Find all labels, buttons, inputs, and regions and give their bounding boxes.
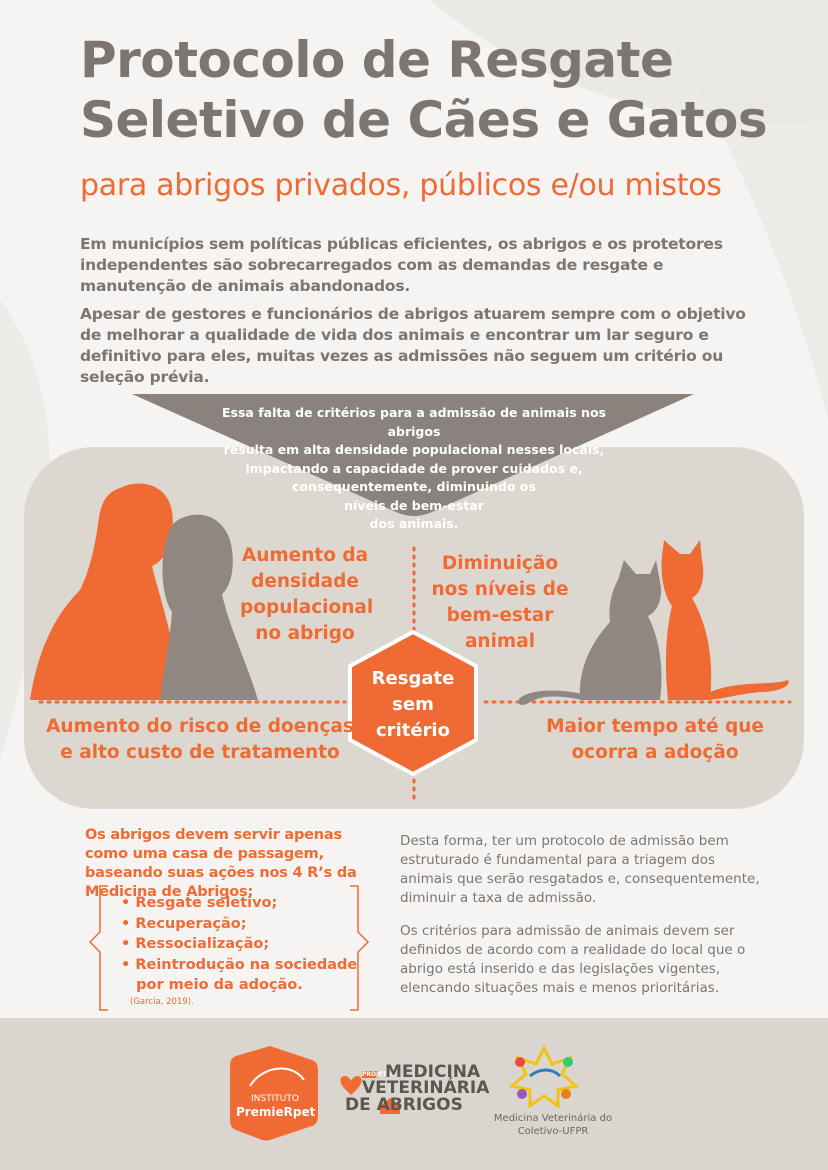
- quadrant-top-right: Diminuição nos níveis de bem-estar animal: [431, 553, 569, 652]
- center-hexagon-label: Resgate sem critério: [371, 668, 455, 741]
- page-subtitle: para abrigos privados, públicos e/ou mistos: [80, 168, 722, 203]
- intro-paragraph-1: Em municípios sem políticas públicas eficientes, os abrigos e os protetores independentes são sobrecarregados com as demandas de resgate e manutenção de animais abandonados.: [80, 235, 723, 295]
- list-item: • Ressocialização;: [121, 936, 270, 952]
- quadrant-bottom-left: Aumento do risco de doenças e alto custo de tratamento: [46, 716, 354, 763]
- premierpet-logo-text: INSTITUTO PremieRpet: [236, 1094, 316, 1119]
- quadrant-bottom-right: Maior tempo até que ocorra a adoção: [546, 716, 764, 763]
- logo2-line2: VETERINÁRIA: [362, 1078, 490, 1098]
- logo2-line3: DE ABRIGOS: [345, 1095, 463, 1115]
- list-item: • Reintrodução na sociedade: [121, 956, 358, 973]
- list-item: por meio da adoção.: [121, 977, 303, 993]
- right-paragraph-1: Desta forma, ter um protocolo de admissão bem estruturado é fundamental para a triagem dos animais que serão resgatados e, consequentemente, diminuir a taxa de admissão.: [400, 833, 760, 906]
- intro-paragraph-2: Apesar de gestores e funcionários de abrigos atuarem sempre com o objetivo de melhorar a qualidade de vida dos animais e encontrar um lar seguro e definitivo para eles, muitas vezes as admissões não seguem um critério ou seleção prévia.: [80, 305, 746, 386]
- ufpr-logo-text: Medicina Veterinária do Coletivo-UFPR: [493, 1113, 613, 1137]
- star-logo-icon: [512, 1048, 576, 1106]
- heart-icon: [341, 1076, 362, 1095]
- page-title: Protocolo de Resgate Seletivo de Cães e Gatos: [80, 31, 768, 149]
- logo2-line1: MEDICINA: [385, 1062, 481, 1082]
- projeto-tag: PROJETO: [362, 1071, 392, 1078]
- triangle-text: Essa falta de critérios para a admissão de animais nos abrigos resulta em alta densidade populacional nesses locais, impactando a capacidade de prover cuidados e, consequentemente, diminuindo os níveis de bem-estar dos animais.: [222, 405, 606, 531]
- list-item: • Resgate seletivo;: [121, 895, 278, 911]
- shelter-rs-heading: Os abrigos devem servir apenas como uma casa de passagem, baseando suas ações nos 4 R’s da Medicina de Abrigos:: [85, 827, 357, 900]
- citation: (Garcia, 2019).: [130, 997, 194, 1007]
- right-paragraph-2: Os critérios para admissão de animais devem ser definidos de acordo com a realidade do local que o abrigo está inserido e das legislações vigentes, elencando situações mais e menos prioritárias.: [400, 923, 746, 996]
- list-item: • Recuperação;: [121, 915, 247, 932]
- quadrant-top-left: Aumento da densidade populacional no abrigo: [240, 545, 374, 644]
